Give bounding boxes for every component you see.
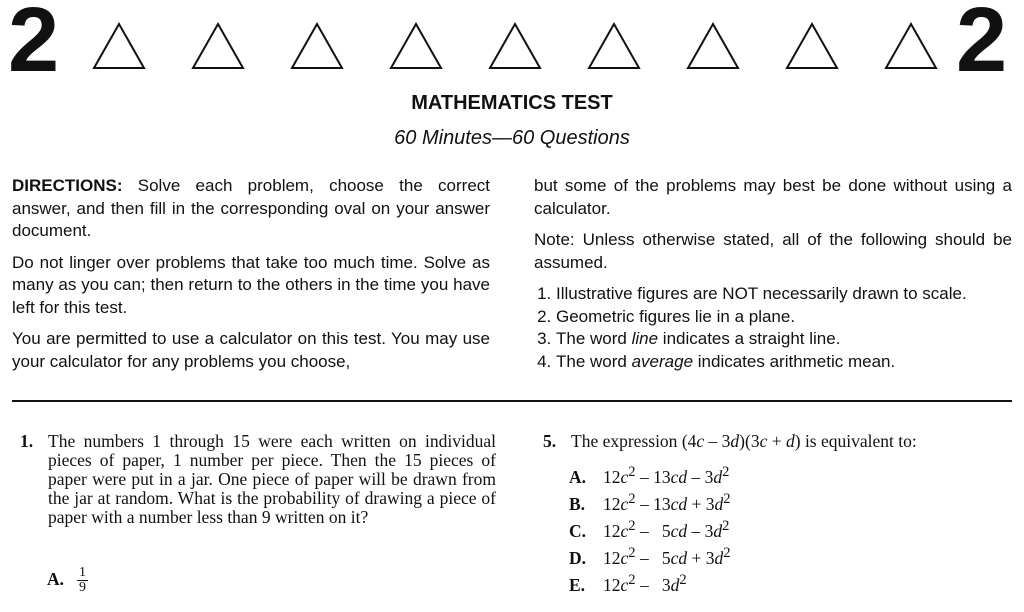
triangle-icon xyxy=(587,22,641,75)
question-5-option-d[interactable]: D. $12c^2 - 5cd + 3d^2$ xyxy=(569,545,731,568)
directions-paragraph-2: Do not linger over problems that take too much time. Solve as many as you can; then return to the others in the time you have left for this test. xyxy=(12,252,490,317)
question-number: 1. xyxy=(20,431,34,451)
fraction: $\frac{1}{9}$ xyxy=(79,565,86,595)
assumption-item: 2. Geometric figures lie in a plane. xyxy=(556,306,1012,329)
option-label: A. xyxy=(47,568,65,589)
assumption-note: Note: Unless otherwise stated, all of the following should be assumed. xyxy=(534,230,1012,272)
question-5-option-c[interactable]: C. $12c^2 - 5cd - 3d^2$ xyxy=(569,518,730,541)
directions-label: DIRECTIONS: xyxy=(12,176,123,195)
assumption-item: 4. The word average indicates arithmetic mean. xyxy=(556,351,1012,374)
question-stem: The expression (4c – 3d)(3c + d) is equivalent to: xyxy=(571,431,917,451)
triangle-icon xyxy=(389,22,443,75)
question-5-option-e[interactable]: E. $12c^2 - 3d^2$ xyxy=(569,572,687,595)
directions-left-column xyxy=(12,175,490,382)
directions-paragraph-1 xyxy=(12,175,490,243)
section-number-right: 2 xyxy=(956,0,1008,91)
question-number: 5. xyxy=(543,431,557,451)
directions-right-column xyxy=(534,175,1012,373)
directions-paragraph-3: You are permitted to use a calculator on this test. You may use your calculator for any problems you choose, xyxy=(12,329,490,371)
triangle-icon xyxy=(884,22,938,75)
test-subtitle: 60 Minutes—60 Questions xyxy=(394,127,630,149)
assumption-item: 3. The word line indicates a straight line. xyxy=(556,328,1012,351)
triangle-icon xyxy=(686,22,740,75)
section-number-left: 2 xyxy=(8,0,60,91)
triangle-icon xyxy=(290,22,344,75)
question-1-option-a[interactable] xyxy=(47,566,88,595)
section-header xyxy=(0,0,1024,90)
directions-text-1: Solve each problem, choose the correct answer, and then fill in the corresponding oval on your answer document. xyxy=(12,176,490,240)
question-text: The numbers 1 through 15 were each written on individual pieces of paper, 1 number per piece. Then the 15 pieces of paper were put in a jar. One piece of paper will be drawn from the jar at random. What is the probability of drawing a piece of paper with a number less than 9 written on it? xyxy=(48,431,496,527)
question-1 xyxy=(20,432,500,552)
question-5-option-a[interactable]: A. $12c^2 - 13cd - 3d^2$ xyxy=(569,464,730,487)
triangle-icon xyxy=(488,22,542,75)
directions-paragraph-4: but some of the problems may best be done without using a calculator. xyxy=(534,176,1012,218)
question-5-option-b[interactable]: B. $12c^2 - 13cd + 3d^2$ xyxy=(569,491,731,514)
assumption-item: 1. Illustrative figures are NOT necessarily drawn to scale. xyxy=(556,283,1012,306)
assumption-list xyxy=(534,283,1012,373)
triangle-icon xyxy=(92,22,146,75)
triangle-icon xyxy=(785,22,839,75)
section-divider xyxy=(12,400,1012,402)
test-title: MATHEMATICS TEST xyxy=(411,92,613,114)
triangle-icon xyxy=(191,22,245,75)
